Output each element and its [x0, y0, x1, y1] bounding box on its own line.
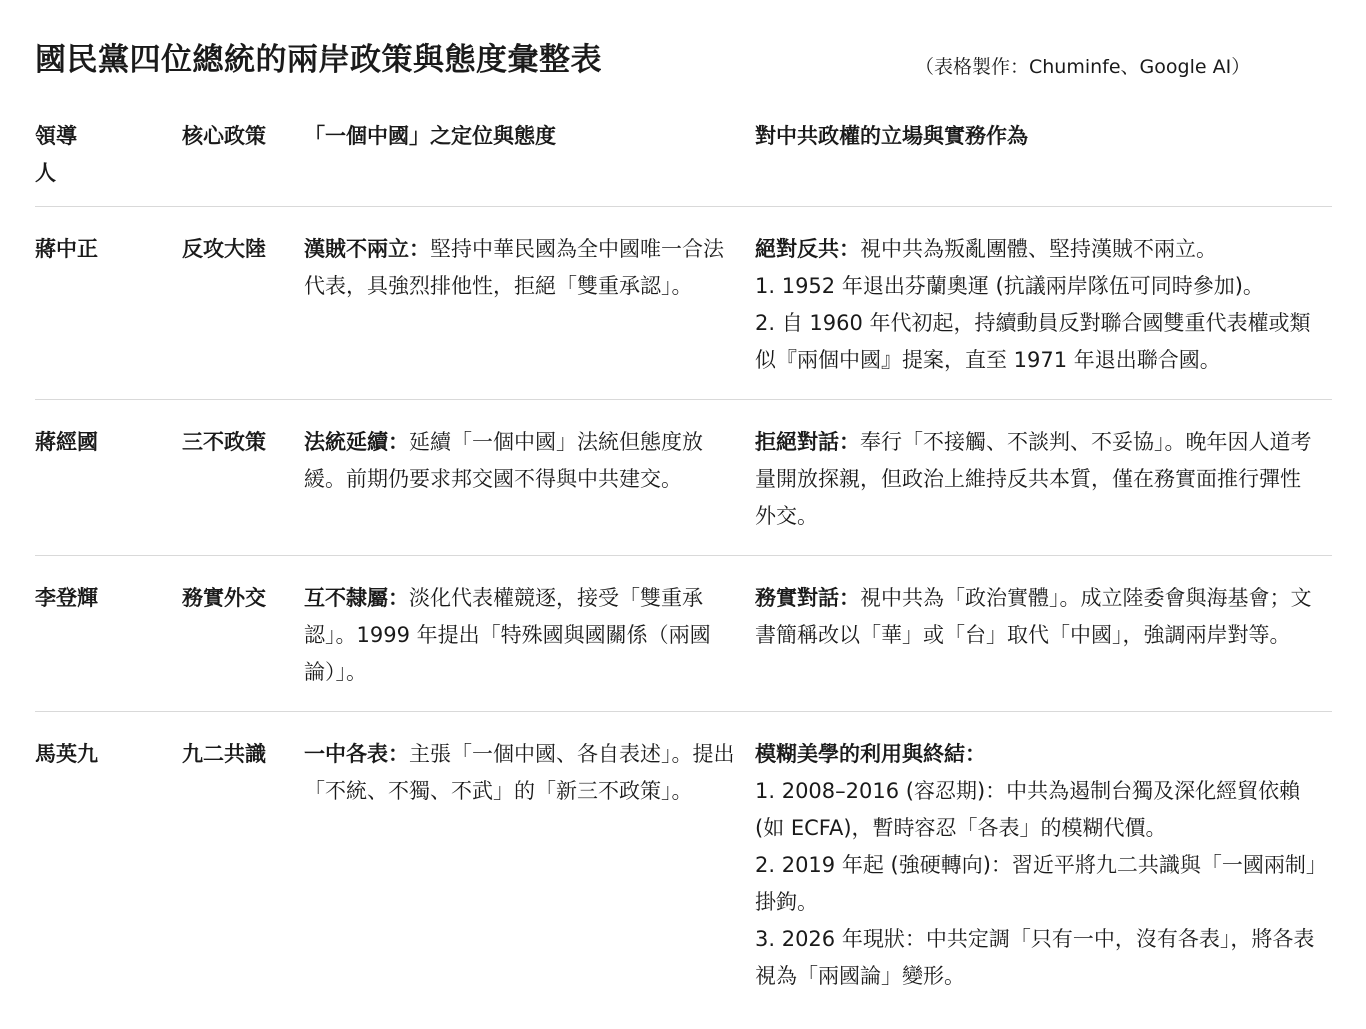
core-policy-cell: 務實外交: [182, 556, 304, 712]
stance-item: 2. 2019 年起 (強硬轉向)：習近平將九二共識與「一國兩制」掛鉤。: [755, 853, 1317, 914]
leader-cell: 蔣經國: [35, 400, 182, 556]
table-row: [35, 712, 1332, 1016]
table-row: [35, 556, 1332, 712]
stance-text: 視中共為「政治實體」。成立陸委會與海基會；文書簡稱改以「華」或「台」取代「中國」，強調兩岸對等。: [755, 586, 1312, 647]
stance-text: 視中共為叛亂團體、堅持漢賊不兩立。: [860, 237, 1217, 261]
stance-item: 2. 自 1960 年代初起，持續動員反對聯合國雙重代表權或類似『兩個中國』提案，直至 1971 年退出聯合國。: [755, 311, 1311, 372]
stance-heading: 模糊美學的利用與終結：: [755, 742, 986, 766]
one-china-heading: 一中各表：: [304, 742, 409, 766]
stance-item: 1. 2008–2016 (容忍期)：中共為遏制台獨及深化經貿依賴(如 ECFA)，暫時容忍「各表」的模糊代價。: [755, 779, 1301, 840]
one-china-text: 延續「一個中國」法統但態度放緩。前期仍要求邦交國不得與中共建交。: [304, 430, 703, 491]
core-policy-cell: 三不政策: [182, 400, 304, 556]
table-row: [35, 207, 1332, 400]
credit-note: （表格製作：Chuminfe、Google AI）: [915, 56, 1251, 78]
stance-cell: [755, 400, 1332, 556]
one-china-cell: [304, 400, 755, 556]
one-china-heading: 互不隸屬：: [304, 586, 409, 610]
core-policy-cell: 反攻大陸: [182, 207, 304, 400]
header-leader: 領導人: [35, 118, 182, 207]
stance-cell: [755, 556, 1332, 712]
one-china-cell: [304, 207, 755, 400]
stance-cell: [755, 712, 1332, 1016]
stance-item: 3. 2026 年現狀：中共定調「只有一中，沒有各表」，將各表視為「兩國論」變形。: [755, 927, 1315, 988]
header-one-china: 「一個中國」之定位與態度: [304, 118, 755, 207]
one-china-heading: 法統延續：: [304, 430, 409, 454]
header-core-policy: 核心政策: [182, 118, 304, 207]
leader-cell: 馬英九: [35, 742, 98, 766]
stance-heading: 務實對話：: [755, 586, 860, 610]
page-title: 國民黨四位總統的兩岸政策與態度彙整表: [35, 42, 602, 78]
one-china-cell: [304, 556, 755, 712]
policy-table: [35, 118, 1332, 1015]
table-header-row: [35, 118, 1332, 207]
table-row: [35, 400, 1332, 556]
core-policy-cell: 九二共識: [182, 742, 266, 766]
leader-cell: 蔣中正: [35, 207, 182, 400]
header-stance: 對中共政權的立場與實務作為: [755, 118, 1332, 207]
one-china-text: 主張「一個中國、各自表述」。提出「不統、不獨、不武」的「新三不政策」。: [304, 742, 735, 803]
one-china-heading: 漢賊不兩立：: [304, 237, 430, 261]
stance-text: 奉行「不接觸、不談判、不妥協」。晚年因人道考量開放探親，但政治上維持反共本質，僅在務實面推行彈性外交。: [755, 430, 1312, 528]
stance-cell: [755, 207, 1332, 400]
stance-item: 1. 1952 年退出芬蘭奧運 (抗議兩岸隊伍可同時參加)。: [755, 274, 1264, 298]
one-china-text: 堅持中華民國為全中國唯一合法代表，具強烈排他性，拒絕「雙重承認」。: [304, 237, 724, 298]
stance-heading: 絕對反共：: [755, 237, 860, 261]
one-china-text: 淡化代表權競逐，接受「雙重承認」。1999 年提出「特殊國與國關係（兩國論）」。: [304, 586, 711, 684]
stance-heading: 拒絕對話：: [755, 430, 860, 454]
leader-cell: 李登輝: [35, 556, 182, 712]
one-china-cell: [304, 712, 755, 1016]
